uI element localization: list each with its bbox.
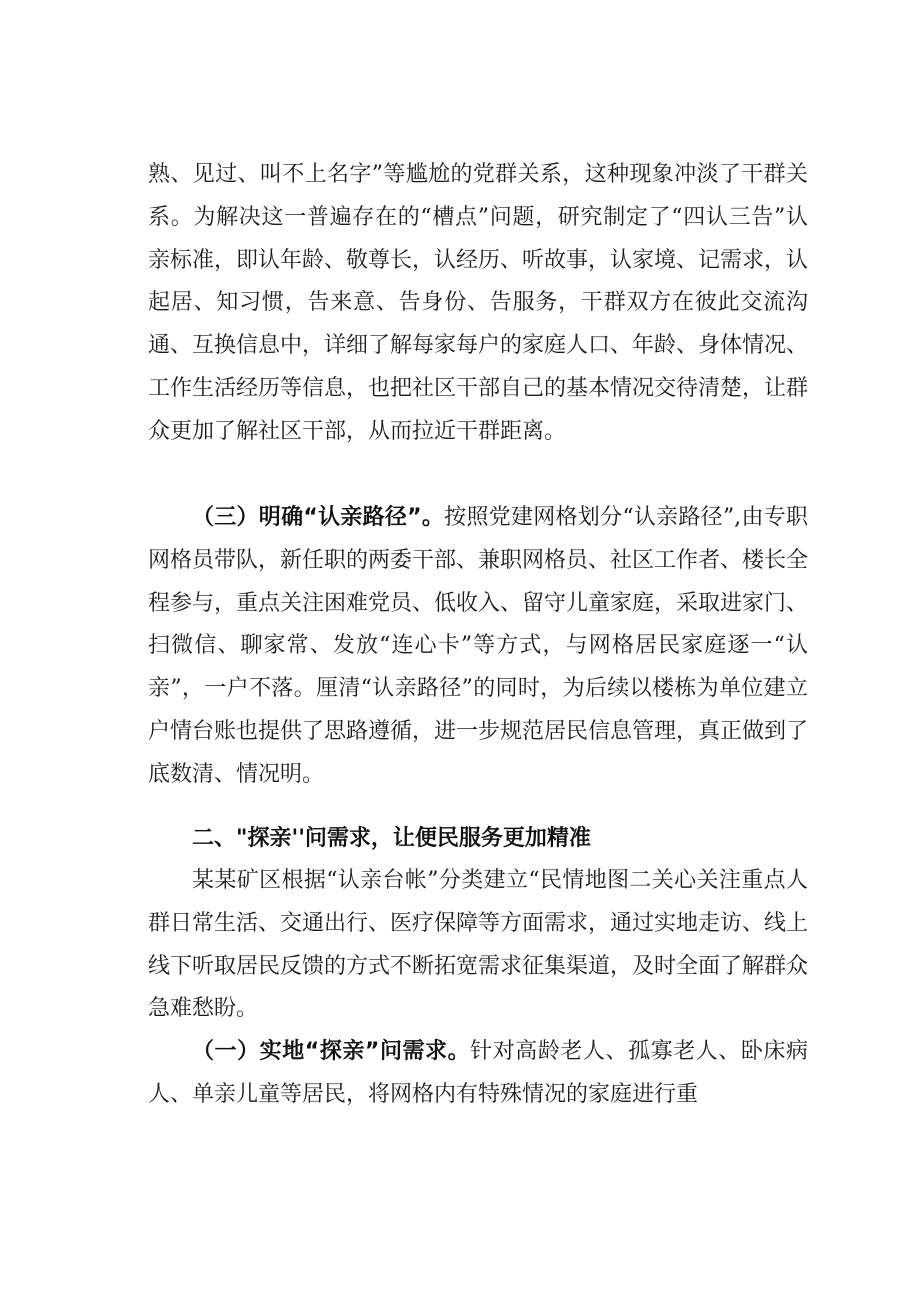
subheading-onsite-visit: （一）实地“探亲”问需求。 [192,1039,471,1064]
section-heading-2: 二、"探亲''问需求，让便民服务更加精准 [192,826,591,851]
body-paragraph-3: 某某矿区根据“认亲台帐”分类建立“民情地图二关心关注重点人群日常生活、交通出行、医疗保障等方面需求，通过实地走访、线上线下听取居民反馈的方式不断拓宽需求征集渠道，及时全面了解群众急难愁盼。 [148,868,809,1022]
body-paragraph-2-text: 按照党建网格划分“认亲路径”,由专职网格员带队，新任职的两委干部、兼职网格员、社区工作者、楼长全程参与，重点关注困难党员、低收入、留守儿童家庭，采取进家门、扫微信、聊家常、发放“连心卡”等方式，与网格居民家庭逐一“认亲”，一户不落。厘清“认亲路径”的同时，为后续以楼栋为单位建立户情台账也提供了思路遵循，进一步规范居民信息管理，真正做到了底数清、情况明。 [148,505,809,787]
body-paragraph-4-text: 针对高龄老人、孤寡老人、卧床病人、单亲儿童等居民，将网格内有特殊情况的家庭进行重 [148,1039,808,1107]
body-paragraph-4 [148,1031,808,1117]
subheading-clarify-path: （三）明确“认亲路径”。 [192,505,445,530]
body-paragraph-1: 熟、见过、叫不上名字”等尴尬的党群关系，这种现象冲淡了干群关系。为解决这一普遍存在的“槽点”问题，研究制定了“四认三告”认亲标准，即认年龄、敬尊长，认经历、听故事，认家境、记需求，认起居、知习惯，告来意、告身份、告服务，干群双方在彼此交流沟通、互换信息中，详细了解每家每户的家庭人口、年龄、身体情况、工作生活经历等信息，也把社区干部自己的基本情况交待清楚，让群众更加了解社区干部，从而拉近干群距离。 [148,162,809,444]
body-paragraph-2 [148,497,808,797]
